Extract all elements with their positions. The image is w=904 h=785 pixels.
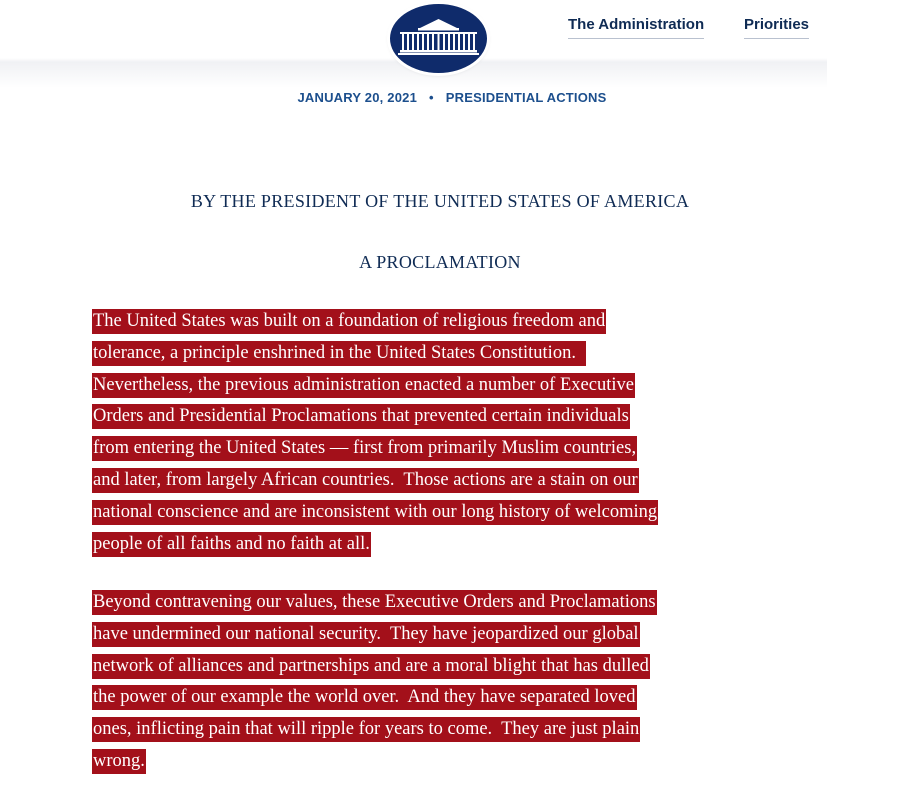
paragraph-2 (92, 587, 782, 778)
paragraph-line: have undermined our national security. They have jeopardized our global (92, 622, 640, 647)
paragraph-line: tolerance, a principle enshrined in the United States Constitution. (92, 341, 586, 366)
white-house-logo[interactable] (390, 4, 487, 73)
white-house-icon (390, 4, 487, 73)
category-link[interactable]: PRESIDENTIAL ACTIONS (445, 90, 607, 105)
paragraph-line: the power of our example the world over. And they have separated loved (92, 685, 637, 710)
paragraph-line: The United States was built on a foundation of religious freedom and (92, 309, 606, 334)
paragraph-line: people of all faiths and no faith at all. (92, 532, 371, 557)
nav-priorities[interactable]: Priorities (744, 15, 809, 39)
proclamation-heading: BY THE PRESIDENT OF THE UNITED STATES OF AMERICA (190, 191, 690, 211)
paragraph-line: Orders and Presidential Proclamations that prevented certain individuals (92, 404, 630, 429)
proclamation-subheading: A PROCLAMATION (359, 252, 521, 272)
post-meta (0, 90, 904, 105)
paragraph-line: network of alliances and partnerships and are a moral blight that has dulled (92, 654, 650, 679)
paragraph-line: national conscience and are inconsistent with our long history of welcoming (92, 500, 658, 525)
paragraph-line: ones, inflicting pain that will ripple for years to come. They are just plain (92, 717, 640, 742)
paragraph-line: Nevertheless, the previous administration enacted a number of Executive (92, 373, 635, 398)
nav-the-administration[interactable]: The Administration (568, 15, 704, 39)
paragraph-line: Beyond contravening our values, these Executive Orders and Proclamations (92, 590, 657, 615)
post-date: JANUARY 20, 2021 (297, 90, 418, 105)
paragraph-line: from entering the United States — first from primarily Muslim countries, (92, 436, 637, 461)
paragraph-line: and later, from largely African countries. Those actions are a stain on our (92, 468, 639, 493)
meta-separator: • (429, 90, 434, 105)
paragraph-1 (92, 306, 782, 560)
paragraph-line: wrong. (92, 749, 146, 774)
